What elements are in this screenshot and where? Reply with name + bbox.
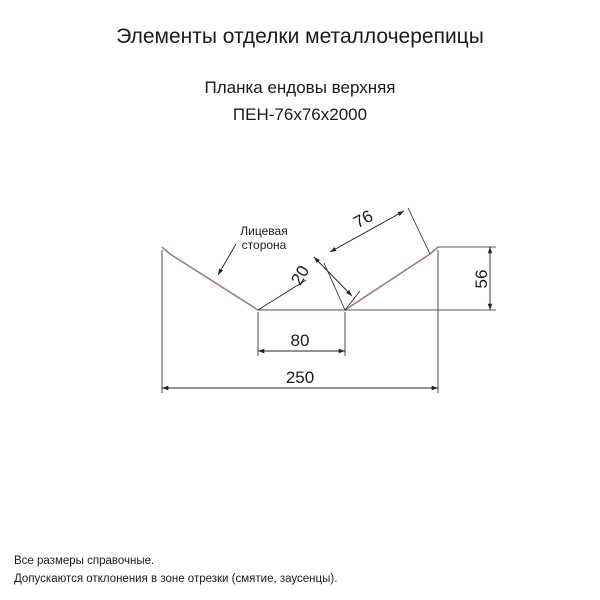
note-cutting-tolerance: Допускаются отклонения в зоне отрезки (смятие, заусенцы). bbox=[14, 573, 338, 585]
sheet-title: Элементы отделки металлочерепицы bbox=[116, 25, 484, 48]
dim-label-20: 20 bbox=[287, 262, 314, 289]
product-code: ПЕН-76х76х2000 bbox=[232, 105, 368, 124]
face-side-label-line2: сторона bbox=[241, 238, 287, 252]
dim-label-76: 76 bbox=[350, 206, 377, 233]
face-side-label-line1: Лицевая bbox=[240, 224, 288, 238]
dim-label-250: 250 bbox=[285, 368, 315, 387]
dim-label-56: 56 bbox=[472, 269, 491, 289]
note-reference-sizes: Все размеры справочные. bbox=[14, 555, 155, 567]
dim-label-80: 80 bbox=[290, 331, 310, 350]
product-name: Планка ендовы верхняя bbox=[204, 78, 396, 97]
extension-lines bbox=[162, 208, 496, 393]
dim-line-20 bbox=[314, 257, 352, 296]
face-side-leader bbox=[218, 244, 236, 275]
